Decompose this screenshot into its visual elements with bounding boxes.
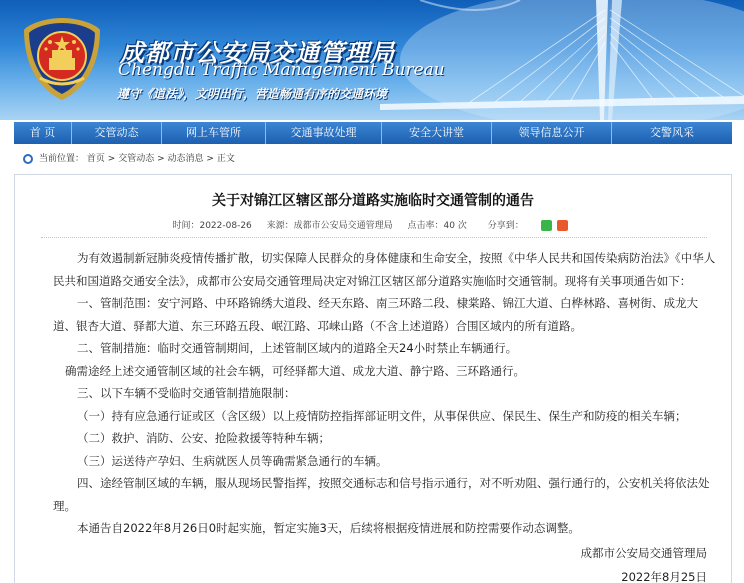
title-divider: [41, 237, 707, 238]
breadcrumb-separator: >: [107, 154, 116, 164]
breadcrumb-prefix: 当前位置：: [39, 154, 85, 164]
main-nav: [14, 122, 732, 144]
article-panel: [14, 174, 732, 583]
paragraph-scope: 一、管制范围：安宁河路、中环路锦绣大道段、经天东路、南三环路二段、棣棠路、锦江大道、白桦林路、喜树街、成龙大道、银杏大道、驿都大道、东三环路五段、岷江路、邛崃山路（不含上述道路）合围区域内的所有道路。: [53, 296, 698, 333]
breadcrumb-news[interactable]: 动态消息: [167, 154, 204, 164]
paragraph-exemption-2: （二）救护、消防、公安、抢险救援等特种车辆；: [77, 431, 330, 445]
article-title: 关于对锦江区辖区部分道路实施临时交通管制的通告: [212, 193, 534, 209]
article-date: 2022年8月25日: [621, 570, 707, 583]
nav-home[interactable]: 首 页: [14, 122, 72, 144]
nav-traffic-news[interactable]: 交管动态: [72, 122, 162, 144]
paragraph-detour: 确需途经上述交通管制区域的社会车辆，可经驿都大道、成龙大道、静宁路、三环路通行。: [65, 363, 525, 378]
paragraph-effective: 本通告自2022年8月26日0时起实施，暂定实施3天，后续将根据疫情进展和防控需要作动态调整。: [77, 521, 580, 535]
site-title-cn: 成都市公安局交通管理局: [120, 39, 395, 67]
police-emblem-icon: [22, 16, 102, 102]
weibo-icon[interactable]: [557, 220, 568, 231]
paragraph-measures: 二、管制措施：临时交通管制期间，上述管制区域内的道路全天24小时禁止车辆通行。: [77, 341, 518, 355]
article-meta: [15, 218, 731, 231]
site-banner: [0, 0, 744, 120]
breadcrumb-traffic-news[interactable]: 交管动态: [118, 154, 155, 164]
article-time: 时间：2022-08-26: [172, 221, 252, 231]
paragraph-exemption-1: （一）持有应急通行证或区（含区级）以上疫情防控指挥部证明文件，从事保供应、保民生、保生产和防疫的相关车辆；: [77, 408, 687, 423]
breadcrumb: [14, 150, 732, 168]
breadcrumb-current: 正文: [216, 154, 235, 164]
paragraph-exemptions: 三、以下车辆不受临时交通管制措施限制：: [77, 386, 296, 400]
nav-accident-handling[interactable]: 交通事故处理: [266, 122, 382, 144]
breadcrumb-separator: >: [206, 154, 214, 164]
article-views: 点击率：40 次: [407, 221, 467, 231]
article-signature: 成都市公安局交通管理局: [580, 546, 707, 560]
paragraph-intro: 为有效遏制新冠肺炎疫情传播扩散，切实保障人民群众的身体健康和生命安全，按照《中华人民共和国传染病防治法》《中华人民共和国道路交通安全法》，成都市公安局交通管理局决定对锦江区辖区部分道路实施临时交通管制。现将有关事项通告如下：: [53, 251, 716, 288]
site-slogan: 遵守《道法》，文明出行，营造畅通有序的交通环境: [117, 87, 388, 101]
nav-safety-lecture[interactable]: 安全大讲堂: [382, 122, 492, 144]
share-label: 分享到：: [487, 221, 524, 231]
location-icon: [23, 154, 33, 164]
article-source: 来源：成都市公安局交通管理局: [266, 221, 393, 231]
article-share: [482, 221, 574, 231]
breadcrumb-separator: >: [157, 154, 165, 164]
nav-police-style[interactable]: 交警风采: [650, 126, 694, 139]
nav-online-vehicle-office[interactable]: 网上车管所: [162, 122, 266, 144]
paragraph-enforcement: 四、途经管制区域的车辆，服从现场民警指挥，按照交通标志和信号指示通行，对不听劝阻、强行通行的，公安机关将依法处理。: [53, 476, 710, 513]
nav-leadership-info[interactable]: 领导信息公开: [492, 122, 612, 144]
breadcrumb-home[interactable]: 首页: [86, 154, 105, 164]
article-body: [53, 247, 719, 540]
site-title-en: Chengdu Traffic Management Bureau: [118, 60, 445, 80]
wechat-icon[interactable]: [541, 220, 552, 231]
paragraph-exemption-3: （三）运送待产孕妇、生病就医人员等确需紧急通行的车辆。: [77, 453, 388, 468]
